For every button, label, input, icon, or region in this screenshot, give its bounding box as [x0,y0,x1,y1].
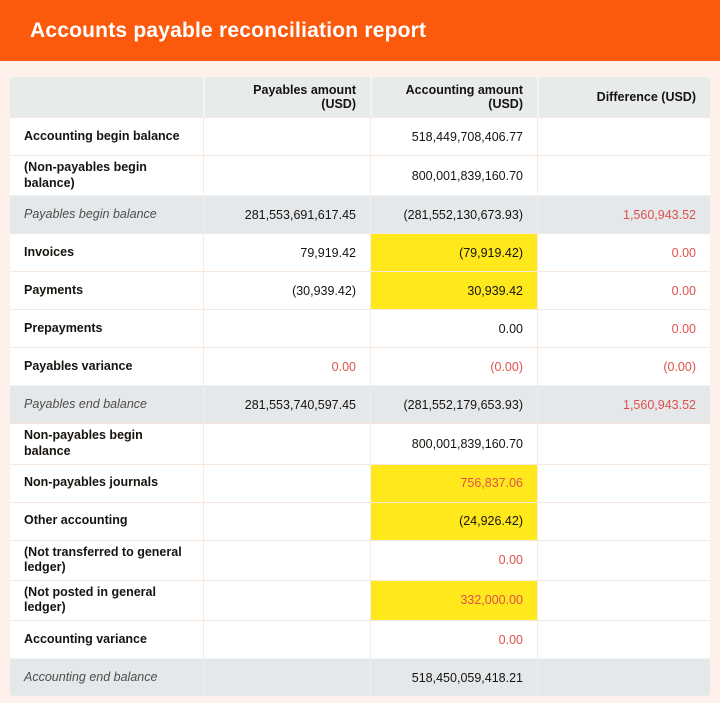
payables-amount: 281,553,740,597.45 [203,385,370,423]
row-label: Payables begin balance [10,195,203,233]
table-row [10,464,710,502]
payables-amount [203,580,370,620]
table-row-subtotal [10,195,710,233]
accounting-amount: 0.00 [370,620,537,658]
accounting-amount-highlighted: (24,926.42) [370,502,537,540]
accounting-amount: 800,001,839,160.70 [370,155,537,195]
table-row [10,347,710,385]
payables-amount [203,658,370,696]
row-label: Payables variance [10,347,203,385]
payables-amount [203,464,370,502]
table-row [10,540,710,580]
col-header-payables: Payables amount (USD) [203,77,370,117]
table-row [10,155,710,195]
table-row [10,233,710,271]
accounting-amount-highlighted: (79,919.42) [370,233,537,271]
accounting-amount: 518,450,059,418.21 [370,658,537,696]
payables-amount [203,540,370,580]
row-label: Payables end balance [10,385,203,423]
accounting-amount: (0.00) [370,347,537,385]
difference-amount [537,580,710,620]
payables-amount: 79,919.42 [203,233,370,271]
table-row [10,309,710,347]
row-label: Accounting end balance [10,658,203,696]
row-label: (Non-payables begin balance) [10,155,203,195]
table-row-subtotal [10,658,710,696]
table-header-row [10,77,710,117]
table-row-subtotal [10,385,710,423]
accounting-amount: 0.00 [370,309,537,347]
payables-amount: 0.00 [203,347,370,385]
page-title: Accounts payable reconciliation report [30,18,427,42]
accounting-amount: 800,001,839,160.70 [370,423,537,463]
row-label: (Not transferred to general ledger) [10,540,203,580]
table-row [10,423,710,463]
reconciliation-table [10,77,710,696]
table-row [10,502,710,540]
difference-amount [537,540,710,580]
row-label: Accounting variance [10,620,203,658]
row-label: Accounting begin balance [10,117,203,155]
col-header-difference: Difference (USD) [537,77,710,117]
difference-amount [537,117,710,155]
difference-amount [537,464,710,502]
table-row [10,620,710,658]
payables-amount [203,155,370,195]
row-label: Other accounting [10,502,203,540]
difference-amount [537,658,710,696]
table-row [10,117,710,155]
difference-amount: 1,560,943.52 [537,385,710,423]
accounting-amount: 518,449,708,406.77 [370,117,537,155]
difference-amount [537,502,710,540]
col-header-label [10,77,203,117]
payables-amount: 281,553,691,617.45 [203,195,370,233]
payables-amount [203,620,370,658]
accounting-amount-highlighted: 756,837.06 [370,464,537,502]
row-label: Payments [10,271,203,309]
payables-amount [203,117,370,155]
accounting-amount: 0.00 [370,540,537,580]
table-row [10,580,710,620]
app-header [0,0,720,61]
difference-amount: 1,560,943.52 [537,195,710,233]
accounting-amount: (281,552,130,673.93) [370,195,537,233]
accounting-amount-highlighted: 332,000.00 [370,580,537,620]
difference-amount [537,423,710,463]
payables-amount [203,309,370,347]
difference-amount: 0.00 [537,271,710,309]
col-header-accounting: Accounting amount (USD) [370,77,537,117]
row-label: Invoices [10,233,203,271]
table-row [10,271,710,309]
reconciliation-table-container [10,77,710,696]
difference-amount [537,620,710,658]
payables-amount: (30,939.42) [203,271,370,309]
difference-amount: (0.00) [537,347,710,385]
difference-amount [537,155,710,195]
accounting-amount: (281,552,179,653.93) [370,385,537,423]
difference-amount: 0.00 [537,309,710,347]
row-label: Non-payables journals [10,464,203,502]
payables-amount [203,502,370,540]
accounting-amount-highlighted: 30,939.42 [370,271,537,309]
row-label: Prepayments [10,309,203,347]
difference-amount: 0.00 [537,233,710,271]
row-label: (Not posted in general ledger) [10,580,203,620]
row-label: Non-payables begin balance [10,423,203,463]
payables-amount [203,423,370,463]
